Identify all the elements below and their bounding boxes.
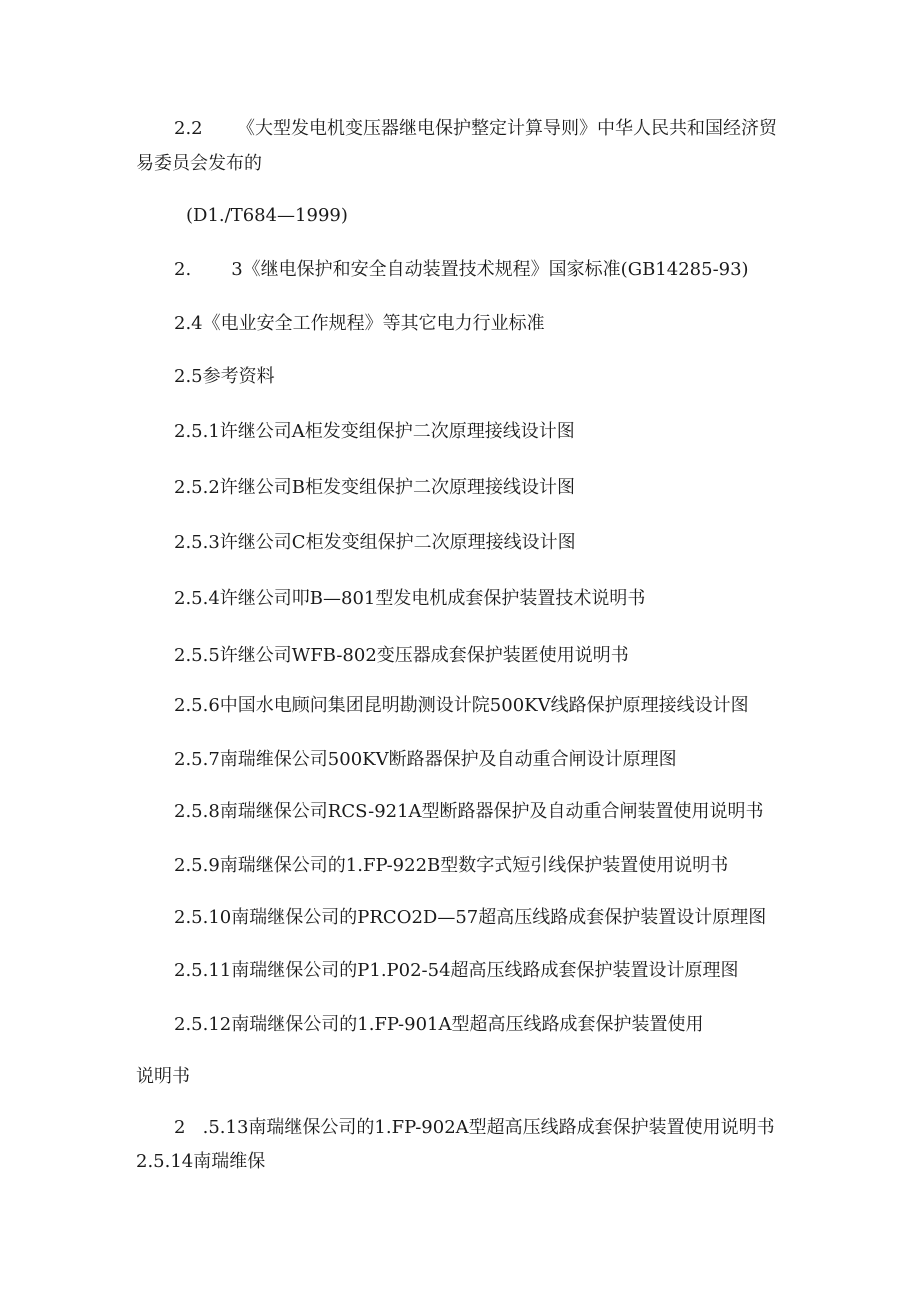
text-line: 2.5.1许继公司A柜发变组保护二次原理接线设计图 bbox=[174, 421, 575, 442]
text-line: 2.5.14南瑞维保 bbox=[136, 1151, 266, 1172]
text-line: 2.5.2许继公司B柜发变组保护二次原理接线设计图 bbox=[174, 477, 576, 498]
text-line: 2.5.10南瑞继保公司的PRCO2D—57超高压线路成套保护装置设计原理图 bbox=[174, 907, 767, 928]
section-heading: 2.5参考资料 bbox=[174, 366, 275, 387]
text-line: 2.5.7南瑞维保公司500KV断路器保护及自动重合闸设计原理图 bbox=[174, 749, 677, 770]
text-line: 2.5.4许继公司叩B—801型发电机成套保护装置技术说明书 bbox=[174, 588, 646, 609]
text-line: 2.5.5许继公司WFB-802变压器成套保护装匿使用说明书 bbox=[174, 645, 629, 666]
text-line: 2.5.9南瑞继保公司的1.FP-922B型数字式短引线保护装置使用说明书 bbox=[174, 855, 729, 876]
text-line: 2.5.3许继公司C柜发变组保护二次原理接线设计图 bbox=[174, 532, 576, 553]
text-line: 2.5.6中国水电顾问集团昆明勘测设计院500KV线路保护原理接线设计图 bbox=[174, 695, 749, 716]
text-line: 易委员会发布的 bbox=[136, 153, 262, 174]
text-line: 2.2 《大型发电机变压器继电保护整定计算导则》中华人民共和国经济贸 bbox=[174, 118, 777, 139]
text-line: 2.5.11南瑞继保公司的P1.P02-54超高压线路成套保护装置设计原理图 bbox=[174, 960, 739, 981]
text-line: 2.4《电业安全工作规程》等其它电力行业标准 bbox=[174, 313, 545, 334]
text-line: 2. 3《继电保护和安全自动装置技术规程》国家标准(GB14285-93) bbox=[174, 259, 749, 280]
text-line: 2.5.12南瑞继保公司的1.FP-901A型超高压线路成套保护装置使用 bbox=[174, 1014, 704, 1035]
text-line: (D1./T684—1999) bbox=[186, 205, 348, 226]
text-line: 说明书 bbox=[136, 1066, 190, 1087]
text-line: 2.5.8南瑞继保公司RCS-921A型断路器保护及自动重合闸装置使用说明书 bbox=[174, 801, 764, 822]
text-line: 2 .5.13南瑞继保公司的1.FP-902A型超高压线路成套保护装置使用说明书 bbox=[174, 1117, 775, 1138]
